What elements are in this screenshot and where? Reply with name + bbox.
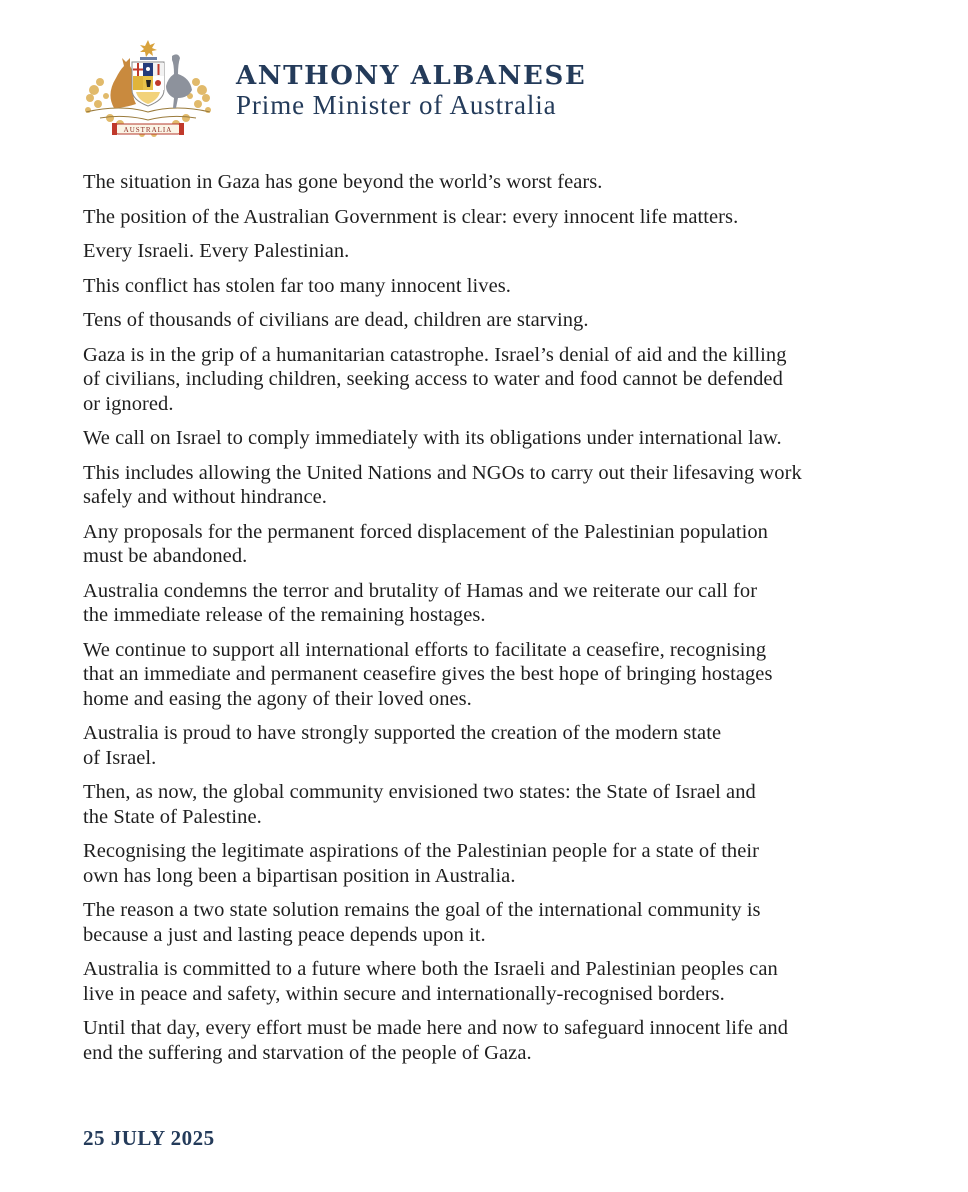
paragraph-line: Any proposals for the permanent forced displacement of the Palestinian population xyxy=(83,520,768,543)
paragraph-line: Gaza is in the grip of a humanitarian catastrophe. Israel’s denial of aid and the killing xyxy=(83,343,787,366)
statement-paragraph xyxy=(83,839,913,888)
paragraph-line: The position of the Australian Government is clear: every innocent life matters. xyxy=(83,205,739,228)
paragraph-line: Australia is proud to have strongly supported the creation of the modern state xyxy=(83,722,722,744)
paragraph-line: safely and without hindrance. xyxy=(83,486,327,508)
paragraph-line: home and easing the agony of their loved ones. xyxy=(83,687,472,710)
statement-paragraph xyxy=(83,308,913,333)
coat-of-arms-icon xyxy=(80,38,216,142)
statement-paragraph xyxy=(83,205,913,230)
paragraph-line: This conflict has stolen far too many innocent lives. xyxy=(83,274,511,297)
statement-paragraph xyxy=(83,520,913,569)
statement-paragraph xyxy=(83,170,913,195)
statement-paragraph xyxy=(83,274,913,299)
paragraph-line: the State of Palestine. xyxy=(83,805,262,828)
paragraph-line: The situation in Gaza has gone beyond the world’s worst fears. xyxy=(83,171,603,193)
paragraph-line: Australia is committed to a future where both the Israeli and Palestinian peoples can xyxy=(83,958,778,980)
paragraph-line: Until that day, every effort must be made here and now to safeguard innocent life and xyxy=(83,1017,788,1039)
statement-paragraph xyxy=(83,957,913,1006)
paragraph-line: Recognising the legitimate aspirations of the Palestinian people for a state of their xyxy=(83,840,760,862)
crest-motto: AUSTRALIA xyxy=(123,126,173,134)
paragraph-line: because a just and lasting peace depends upon it. xyxy=(83,923,486,946)
paragraph-line: or ignored. xyxy=(83,392,174,415)
paragraph-line: Then, as now, the global community envisioned two states: the State of Israel and xyxy=(83,781,756,803)
paragraph-line: The reason a two state solution remains the goal of the international community is xyxy=(83,899,761,921)
statement-paragraph xyxy=(83,638,913,712)
paragraph-line: Every Israeli. Every Palestinian. xyxy=(83,240,350,262)
paragraph-line: of Israel. xyxy=(83,746,157,769)
statement-paragraph xyxy=(83,343,913,417)
statement-paragraph xyxy=(83,721,913,770)
paragraph-line: own has long been a bipartisan position in Australia. xyxy=(83,864,516,887)
statement-paragraph xyxy=(83,579,913,628)
letterhead xyxy=(80,38,586,142)
paragraph-line: We call on Israel to comply immediately with its obligations under international law. xyxy=(83,427,782,449)
statement-paragraph xyxy=(83,461,913,510)
commonwealth-star xyxy=(140,40,157,57)
paragraph-line: the immediate release of the remaining hostages. xyxy=(83,604,486,626)
paragraph-line: We continue to support all international efforts to facilitate a ceasefire, recognising xyxy=(83,638,767,661)
official-name: ANTHONY ALBANESE xyxy=(236,61,587,91)
paragraph-line: Australia condemns the terror and brutality of Hamas and we reiterate our call for xyxy=(83,579,758,602)
paragraph-line: of civilians, including children, seeking access to water and food cannot be defended xyxy=(83,368,783,390)
paragraph-line: Tens of thousands of civilians are dead, children are starving. xyxy=(83,309,589,331)
statement-paragraph xyxy=(83,898,913,947)
official-role: Prime Minister of Australia xyxy=(236,90,557,120)
statement-date: 25 JULY 2025 xyxy=(83,1126,215,1150)
statement-paragraph xyxy=(83,239,913,264)
emu xyxy=(166,54,192,108)
statement-paragraph xyxy=(83,1016,913,1065)
statement-paragraph xyxy=(83,426,913,451)
statement-body xyxy=(83,170,913,1075)
paragraph-line: must be abandoned. xyxy=(83,545,248,567)
paragraph-line: that an immediate and permanent ceasefire gives the best hope of bringing hostages xyxy=(83,663,773,685)
statement-paragraph xyxy=(83,780,913,829)
paragraph-line: end the suffering and starvation of the people of Gaza. xyxy=(83,1041,532,1064)
paragraph-line: live in peace and safety, within secure and internationally-recognised borders. xyxy=(83,982,725,1005)
paragraph-line: This includes allowing the United Nations and NGOs to carry out their lifesaving work xyxy=(83,461,802,484)
letterhead-titles xyxy=(236,62,586,120)
